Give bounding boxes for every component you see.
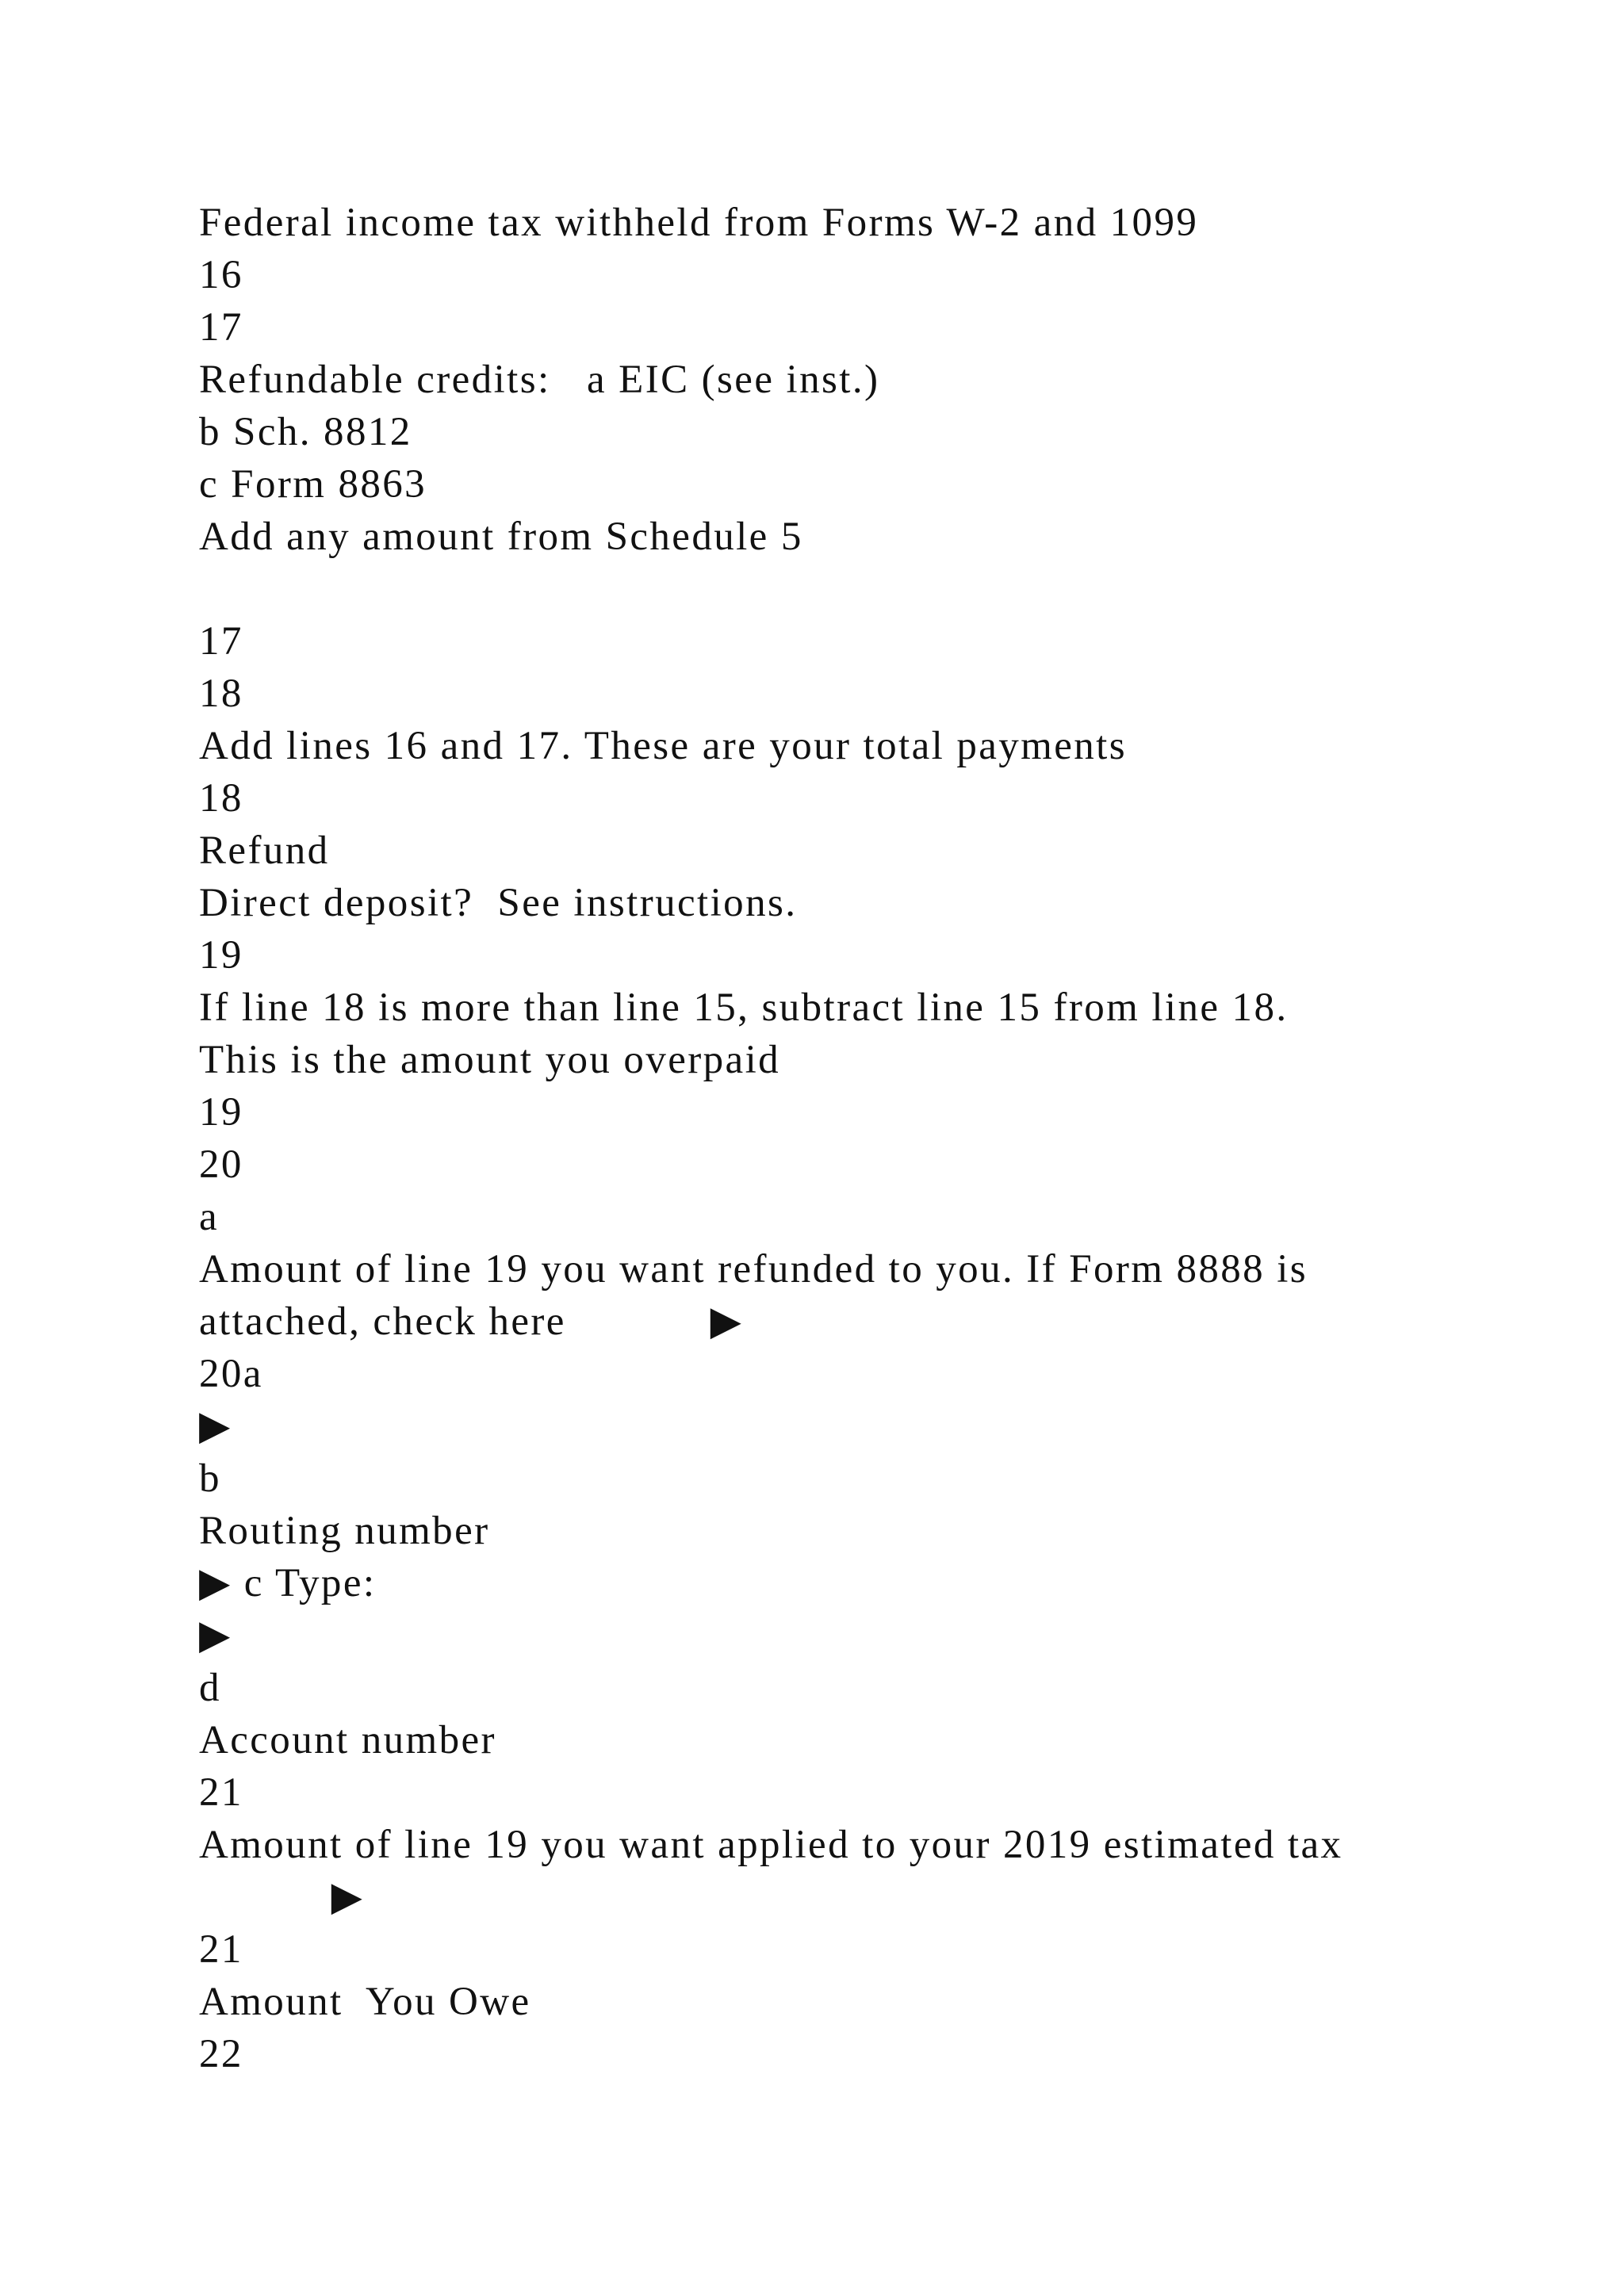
text-line: ▶ <box>199 1404 232 1448</box>
text-line: Add lines 16 and 17. These are your total payments <box>199 724 1127 768</box>
text-line: Federal income tax withheld from Forms W-2 and 1099 <box>199 201 1199 245</box>
text-line: b <box>199 1456 221 1501</box>
text-line: Amount of line 19 you want refunded to you. If Form 8888 is <box>199 1247 1308 1292</box>
text-line: 22 <box>199 2032 243 2076</box>
text-line: Amount You Owe <box>199 1980 531 2024</box>
text-line: b Sch. 8812 <box>199 410 412 454</box>
text-line: 17 <box>199 305 243 350</box>
text-line: 18 <box>199 672 243 716</box>
text-line: 20 <box>199 1142 243 1187</box>
text-line: ▶ <box>199 1613 232 1658</box>
text-line: Direct deposit? See instructions. <box>199 881 798 925</box>
text-line: 16 <box>199 253 243 297</box>
blank-line <box>199 563 1595 615</box>
text-line: This is the amount you overpaid <box>199 1038 781 1082</box>
text-line: ▶ <box>199 1875 365 1919</box>
text-line: d <box>199 1666 221 1710</box>
text-line: 20a <box>199 1352 263 1396</box>
text-line: a <box>199 1195 220 1239</box>
text-line: 21 <box>199 1770 243 1815</box>
text-line: c Form 8863 <box>199 462 427 507</box>
text-line: Refundable credits: a EIC (see inst.) <box>199 358 880 402</box>
text-line: ▶ c Type: <box>199 1561 377 1605</box>
document-text <box>199 197 1595 2080</box>
text-line: Refund <box>199 828 330 873</box>
text-line: attached, check here ▶ <box>199 1299 744 1344</box>
text-line: 17 <box>199 619 243 664</box>
text-line: 21 <box>199 1927 243 1972</box>
text-line: Amount of line 19 you want applied to your 2019 estimated tax <box>199 1823 1343 1867</box>
text-line: 19 <box>199 1090 243 1135</box>
text-line: Routing number <box>199 1509 490 1553</box>
text-line: 19 <box>199 933 243 978</box>
text-line: Add any amount from Schedule 5 <box>199 515 803 559</box>
text-line: If line 18 is more than line 15, subtract line 15 from line 18. <box>199 985 1289 1030</box>
text-line: Account number <box>199 1718 496 1762</box>
text-line: 18 <box>199 776 243 821</box>
